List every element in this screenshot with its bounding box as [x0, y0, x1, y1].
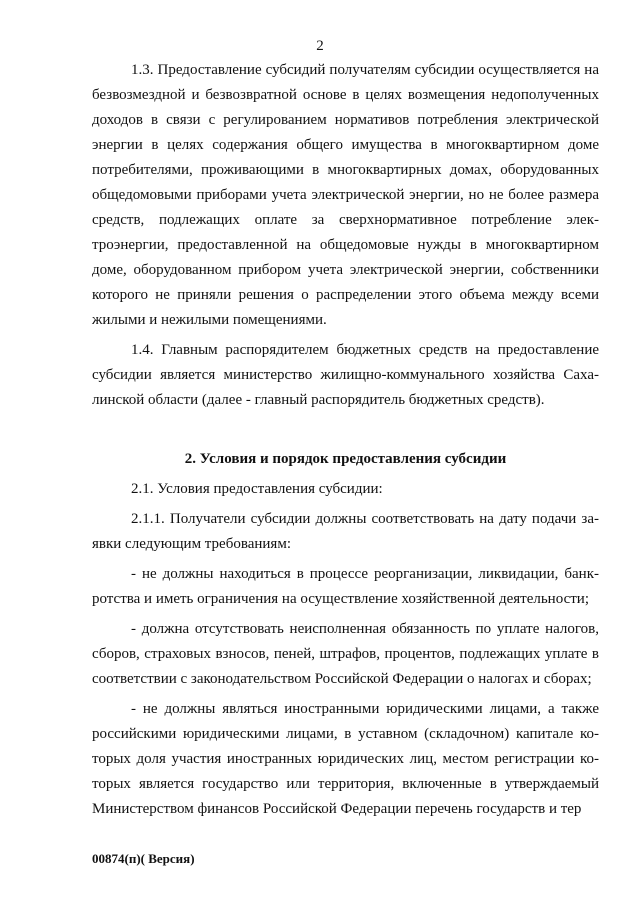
document-footer-code: 00874(п)( Версия) [92, 851, 195, 866]
paragraph-2-1: 2.1. Условия предоставления субсидии: [131, 481, 383, 497]
section-heading: 2. Условия и порядок предоставления субсидии [184, 451, 507, 467]
document-body [92, 58, 599, 827]
page-number: 2 [316, 38, 324, 54]
requirement-item: - не должны находиться в процессе реорганизации, ликвидации, банкротства и иметь ограничения на осуществление хозяйственной деятельности; [92, 566, 599, 607]
paragraph-1-3: 1.3. Предоставление субсидий получателям субсидии осуществляется на безвозмездной и безвозвратной основе в целях возмещения недополученных доходов в связи с регулированием нормативов потребления электрической энергии в целях содержания общего имущества в многоквартирном доме потребителями, проживающими в многоквартирных домах, оборудованных общедомовыми приборами учета электрической энергии, но не более размера средств, подлежащих оплате за сверхнормативное потребление электроэнергии, предоставленной на общедомовые нужды в многоквартирном доме, оборудованном прибором учета электрической энергии, собственники которого не приняли решения о распределении этого объема между всеми жилыми и нежилыми помещениями. [92, 62, 599, 328]
paragraph-2-1-1: 2.1.1. Получатели субсидии должны соответствовать на дату подачи заявки следующим требованиям: [92, 511, 599, 552]
paragraph-1-4: 1.4. Главным распорядителем бюджетных средств на предоставление субсидии является министерство жилищно-коммунального хозяйства Сахалинской области (далее - главный распорядитель бюджетных средств). [92, 342, 599, 408]
requirement-item: - не должны являться иностранными юридическими лицами, а также российскими юридическими лицами, в уставном (складочном) капитале которых доля участия иностранных юридических лиц, местом регистрации которых является государство или территория, включенные в утверждаемый Министерством финансов Российской Федерации перечень государств и тер [92, 701, 599, 817]
requirement-item: - должна отсутствовать неисполненная обязанность по уплате налогов, сборов, страховых взносов, пеней, штрафов, процентов, подлежащих уплате в соответствии с законодательством Российской Федерации о налогах и сборах; [92, 621, 599, 687]
